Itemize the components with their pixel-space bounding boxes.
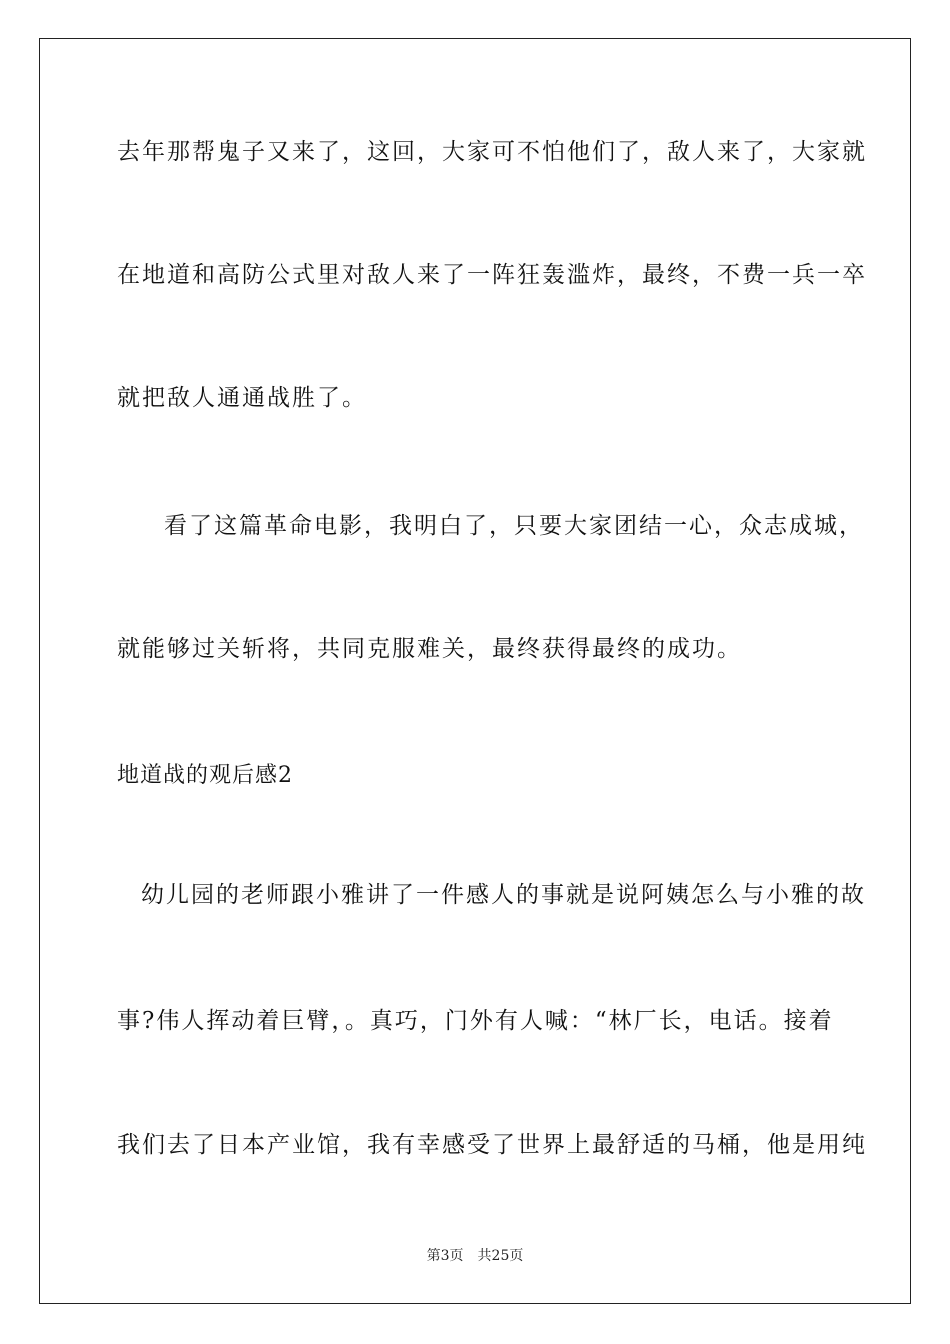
page-border [39,38,911,1304]
body-text-line: 事?伟人挥动着巨臂，。真巧，门外有人喊：“林厂长，电话。接着 [117,1008,834,1034]
body-text-line: 就把敌人通通战胜了。 [117,385,367,411]
body-text-line: 就能够过关斩将，共同克服难关，最终获得最终的成功。 [117,636,742,662]
body-text-line: 我们去了日本产业馆，我有幸感受了世界上最舒适的马桶，他是用纯 [117,1132,867,1158]
page-number-footer: 第3页 共25页 [426,1248,524,1264]
body-text-line: 看了这篇革命电影，我明白了，只要大家团结一心，众志成城， [164,513,864,539]
body-text-line: 在地道和高防公式里对敌人来了一阵狂轰滥炸，最终，不费一兵一卒 [117,262,867,288]
body-text-line: 去年那帮鬼子又来了，这回，大家可不怕他们了，敌人来了，大家就 [117,139,867,165]
body-text-line: 幼儿园的老师跟小雅讲了一件感人的事就是说阿姨怎么与小雅的故 [141,882,866,908]
section-heading: 地道战的观后感2 [117,763,293,788]
